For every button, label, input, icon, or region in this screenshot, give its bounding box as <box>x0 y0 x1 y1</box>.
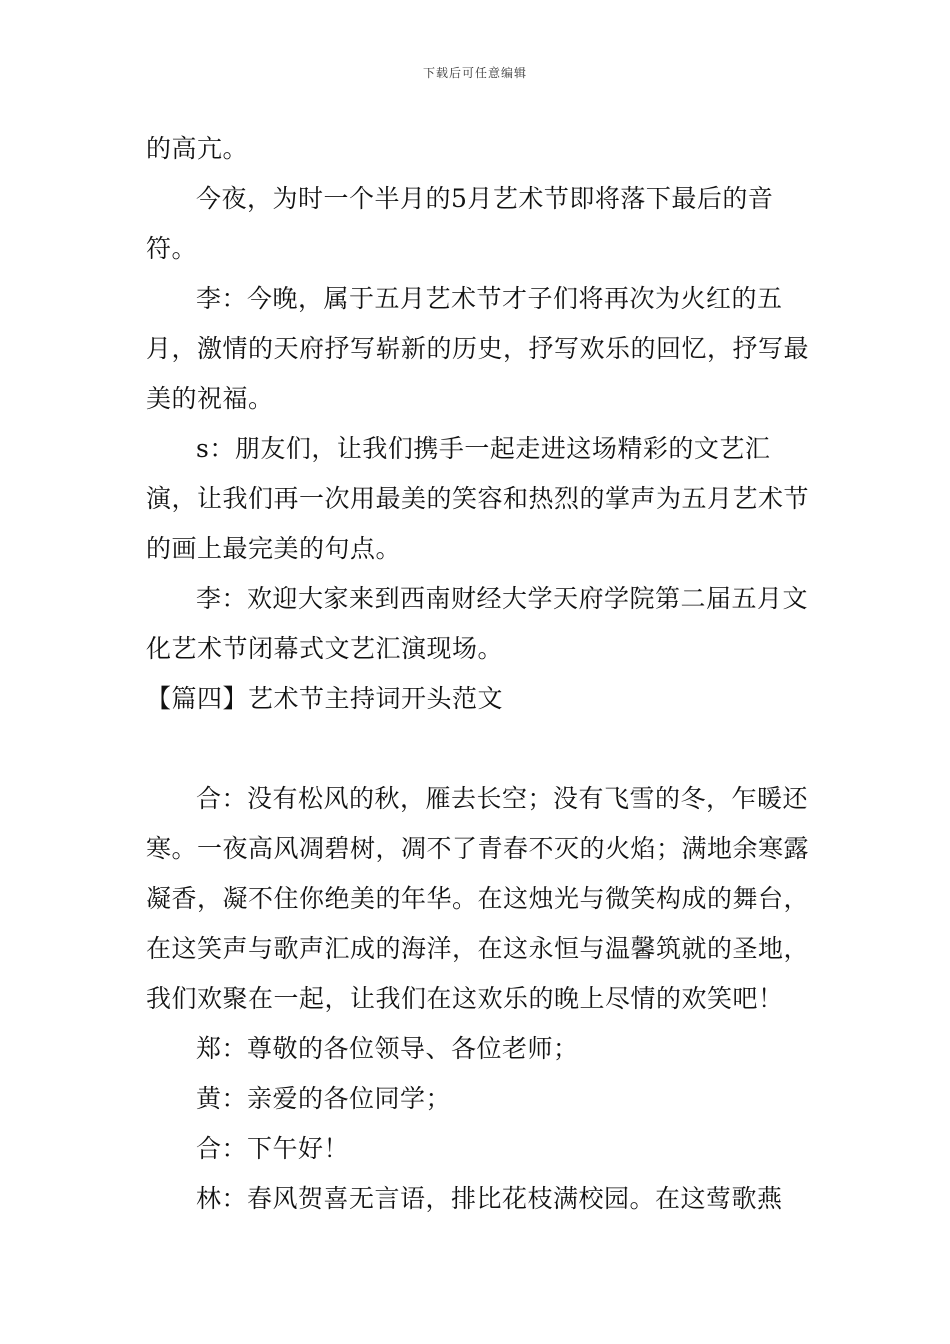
paragraph: 今夜，为时一个半月的5月艺术节即将落下最后的音符。 <box>146 184 774 263</box>
paragraph: 黄：亲爱的各位同学； <box>196 1084 452 1113</box>
document-body <box>146 124 810 1224</box>
paragraph: 李：欢迎大家来到西南财经大学天府学院第二届五月文化艺术节闭幕式文艺汇演现场。 <box>146 584 809 663</box>
paragraph: s：朋友们，让我们携手一起走进这场精彩的文艺汇演，让我们再一次用最美的笑容和热烈的掌声为五月艺术节的画上最完美的句点。 <box>146 434 810 563</box>
paragraph: 合：下午好！ <box>196 1134 350 1163</box>
paragraph: 林：春风贺喜无言语，排比花枝满校园。在这莺歌燕 <box>196 1184 783 1213</box>
blank-line <box>146 724 810 774</box>
paragraph: 郑：尊敬的各位领导、各位老师； <box>196 1034 579 1063</box>
paragraph: 李：今晚，属于五月艺术节才子们将再次为火红的五月，激情的天府抒写崭新的历史，抒写欢乐的回忆，抒写最美的祝福。 <box>146 284 810 413</box>
page-header: 下载后可任意编辑 <box>422 66 527 80</box>
paragraph: 合：没有松风的秋，雁去长空；没有飞雪的冬，乍暖还寒。一夜高风凋碧树，凋不了青春不灭的火焰；满地余寒露凝香，凝不住你绝美的年华。在这烛光与微笑构成的舞台，在这笑声与歌声汇成的海洋，在这永恒与温馨筑就的圣地，我们欢聚在一起，让我们在这欢乐的晚上尽情的欢笑吧！ <box>146 784 810 1013</box>
section-heading: 【篇四】艺术节主持词开头范文 <box>146 684 504 713</box>
paragraph: 的高亢。 <box>146 134 249 163</box>
